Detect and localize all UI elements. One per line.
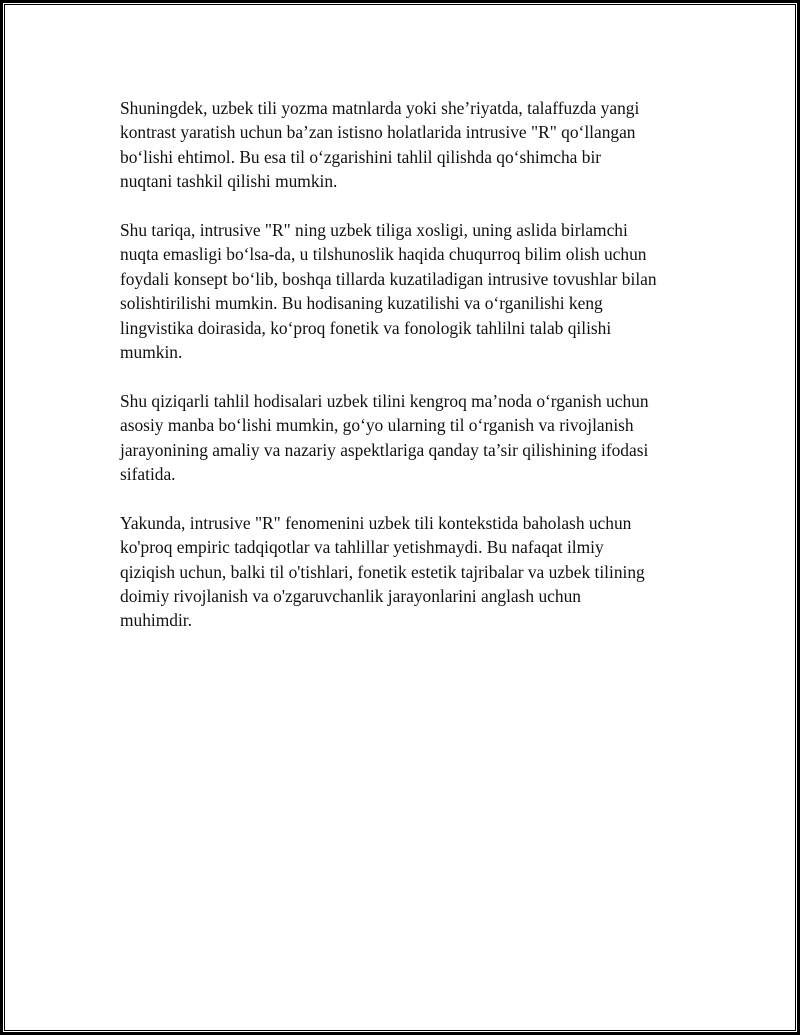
text-line: asosiy manba bo‘lishi mumkin, go‘yo ularning til o‘rganish va rivojlanish	[120, 415, 634, 436]
text-line: solishtirilishi mumkin. Bu hodisaning kuzatilishi va o‘rganilishi keng	[120, 293, 603, 314]
document-body	[120, 96, 685, 657]
text-line: foydali konsept bo‘lib, boshqa tillarda kuzatiladigan intrusive tovushlar bilan	[120, 268, 657, 289]
text-line: bo‘lishi ehtimol. Bu esa til o‘zgarishini tahlil qilishda qo‘shimcha bir	[120, 146, 602, 167]
text-line: jarayonining amaliy va nazariy aspektlariga qanday ta’sir qilishining ifodasi	[120, 439, 649, 460]
text-line: nuqtani tashkil qilishi mumkin.	[120, 171, 338, 192]
text-line: kontrast yaratish uchun ba’zan istisno holatlarida intrusive "R" qo‘llangan	[120, 122, 636, 143]
text-line: muhimdir.	[120, 610, 192, 631]
paragraph-1	[120, 96, 685, 194]
text-line: sifatida.	[120, 464, 176, 485]
text-line: lingvistika doirasida, ko‘proq fonetik va fonologik tahlilni talab qilishi	[120, 317, 612, 338]
text-line: doimiy rivojlanish va o'zgaruvchanlik jarayonlarini anglash uchun	[120, 586, 581, 607]
text-line: ko'proq empiric tadqiqotlar va tahlillar yetishmaydi. Bu nafaqat ilmiy	[120, 537, 604, 558]
text-line: mumkin.	[120, 342, 183, 363]
text-line: Shu qiziqarli tahlil hodisalari uzbek tilini kengroq ma’noda o‘rganish uchun	[120, 390, 649, 411]
paragraph-2	[120, 218, 685, 364]
text-line: nuqta emasligi bo‘lsa-da, u tilshunoslik haqida chuqurroq bilim olish uchun	[120, 244, 647, 265]
text-line: Shu tariqa, intrusive "R" ning uzbek tiliga xosligi, uning aslida birlamchi	[120, 220, 628, 241]
text-line: Shuningdek, uzbek tili yozma matnlarda yoki she’riyatda, talaffuzda yangi	[120, 98, 640, 118]
paragraph-4	[120, 511, 685, 633]
paragraph-3	[120, 389, 685, 487]
text-line: Yakunda, intrusive "R" fenomenini uzbek tili kontekstida baholash uchun	[120, 512, 632, 533]
text-line: qiziqish uchun, balki til o'tishlari, fonetik estetik tajribalar va uzbek tilining	[120, 561, 645, 582]
